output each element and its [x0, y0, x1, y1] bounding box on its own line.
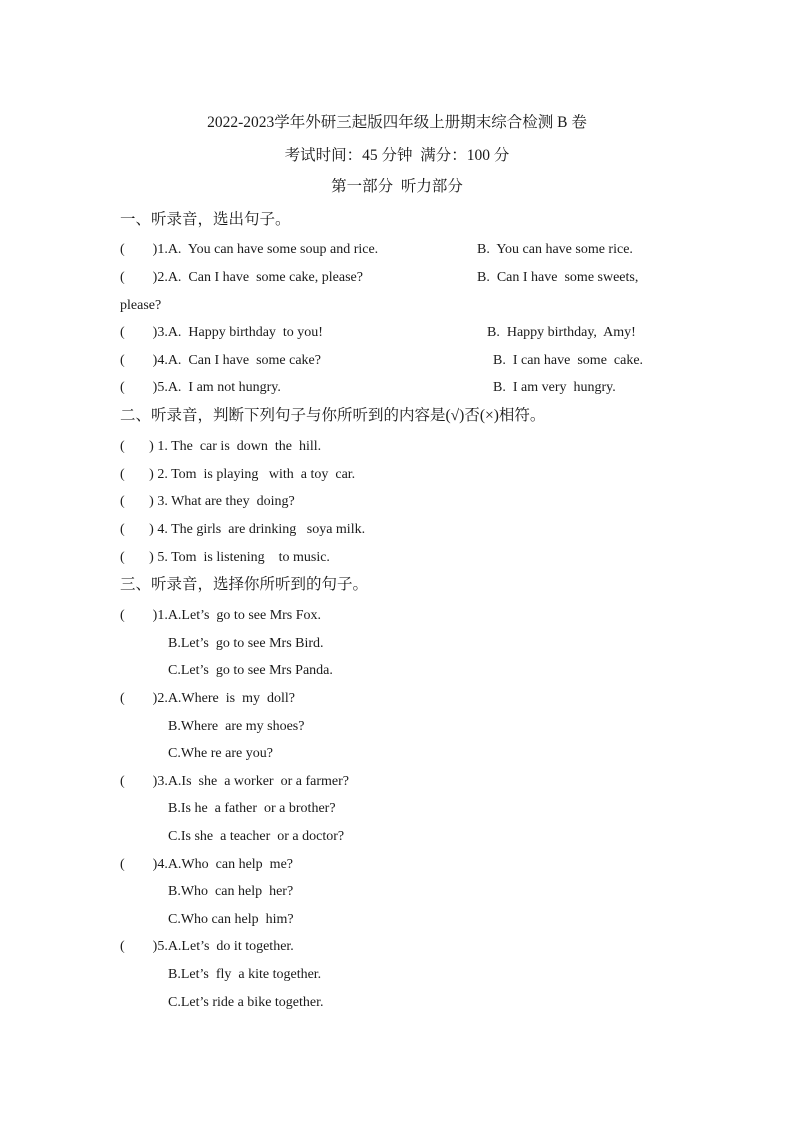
question-3-2-option-c: C.Whe re are you?	[168, 746, 273, 761]
question-3-5-option-b: B.Let’s fly a kite together.	[168, 967, 322, 982]
question-3-2-option-a: ( )2.A.Where is my doll?	[120, 691, 295, 706]
question-2-3: ( ) 3. What are they doing?	[120, 494, 295, 509]
question-1-2-continuation: please?	[120, 298, 162, 313]
question-2-1: ( ) 1. The car is down the hill.	[120, 439, 322, 454]
question-3-3-option-a: ( )3.A.Is she a worker or a farmer?	[120, 774, 349, 789]
question-3-3-option-b: B.Is he a father or a brother?	[168, 801, 336, 816]
question-3-1-option-b: B.Let’s go to see Mrs Bird.	[168, 636, 324, 651]
question-1-1-option-a: ( )1.A. You can have some soup and rice.	[120, 242, 379, 257]
question-1-2-option-b: B. Can I have some sweets,	[477, 270, 639, 285]
section-2-heading: 二、听录音，判断下列句子与你所听到的内容是(√)否(×)相符。	[120, 407, 546, 424]
question-1-2-option-a: ( )2.A. Can I have some cake, please?	[120, 270, 363, 285]
question-1-4-option-b: B. I can have some cake.	[493, 353, 644, 368]
question-3-2-option-b: B.Where are my shoes?	[168, 719, 305, 734]
question-3-4-option-b: B.Who can help her?	[168, 884, 294, 899]
question-3-4-option-c: C.Who can help him?	[168, 912, 294, 927]
question-2-2: ( ) 2. Tom is playing with a toy car.	[120, 467, 356, 482]
question-3-5-option-a: ( )5.A.Let’s do it together.	[120, 939, 294, 954]
question-1-3-option-a: ( )3.A. Happy birthday to you!	[120, 325, 323, 340]
question-2-5: ( ) 5. Tom is listening to music.	[120, 550, 330, 565]
question-3-3-option-c: C.Is she a teacher or a doctor?	[168, 829, 345, 844]
question-3-1-option-c: C.Let’s go to see Mrs Panda.	[168, 663, 333, 678]
question-3-5-option-c: C.Let’s ride a bike together.	[168, 995, 324, 1010]
part-title: 第一部分 听力部分	[331, 178, 463, 195]
section-3-heading: 三、听录音，选择你所听到的句子。	[120, 576, 369, 593]
question-2-4: ( ) 4. The girls are drinking soya milk.	[120, 522, 366, 537]
question-1-4-option-a: ( )4.A. Can I have some cake?	[120, 353, 321, 368]
page-title: 2022-2023学年外研三起版四年级上册期末综合检测 B 卷	[207, 114, 587, 131]
question-1-3-option-b: B. Happy birthday, Amy!	[487, 325, 636, 340]
question-3-1-option-a: ( )1.A.Let’s go to see Mrs Fox.	[120, 608, 322, 623]
question-1-5-option-b: B. I am very hungry.	[493, 380, 616, 395]
question-3-4-option-a: ( )4.A.Who can help me?	[120, 857, 293, 872]
question-1-5-option-a: ( )5.A. I am not hungry.	[120, 380, 281, 395]
section-1-heading: 一、听录音，选出句子。	[120, 211, 291, 228]
exam-info: 考试时间：45 分钟 满分：100 分	[284, 147, 510, 164]
question-1-1-option-b: B. You can have some rice.	[477, 242, 633, 257]
